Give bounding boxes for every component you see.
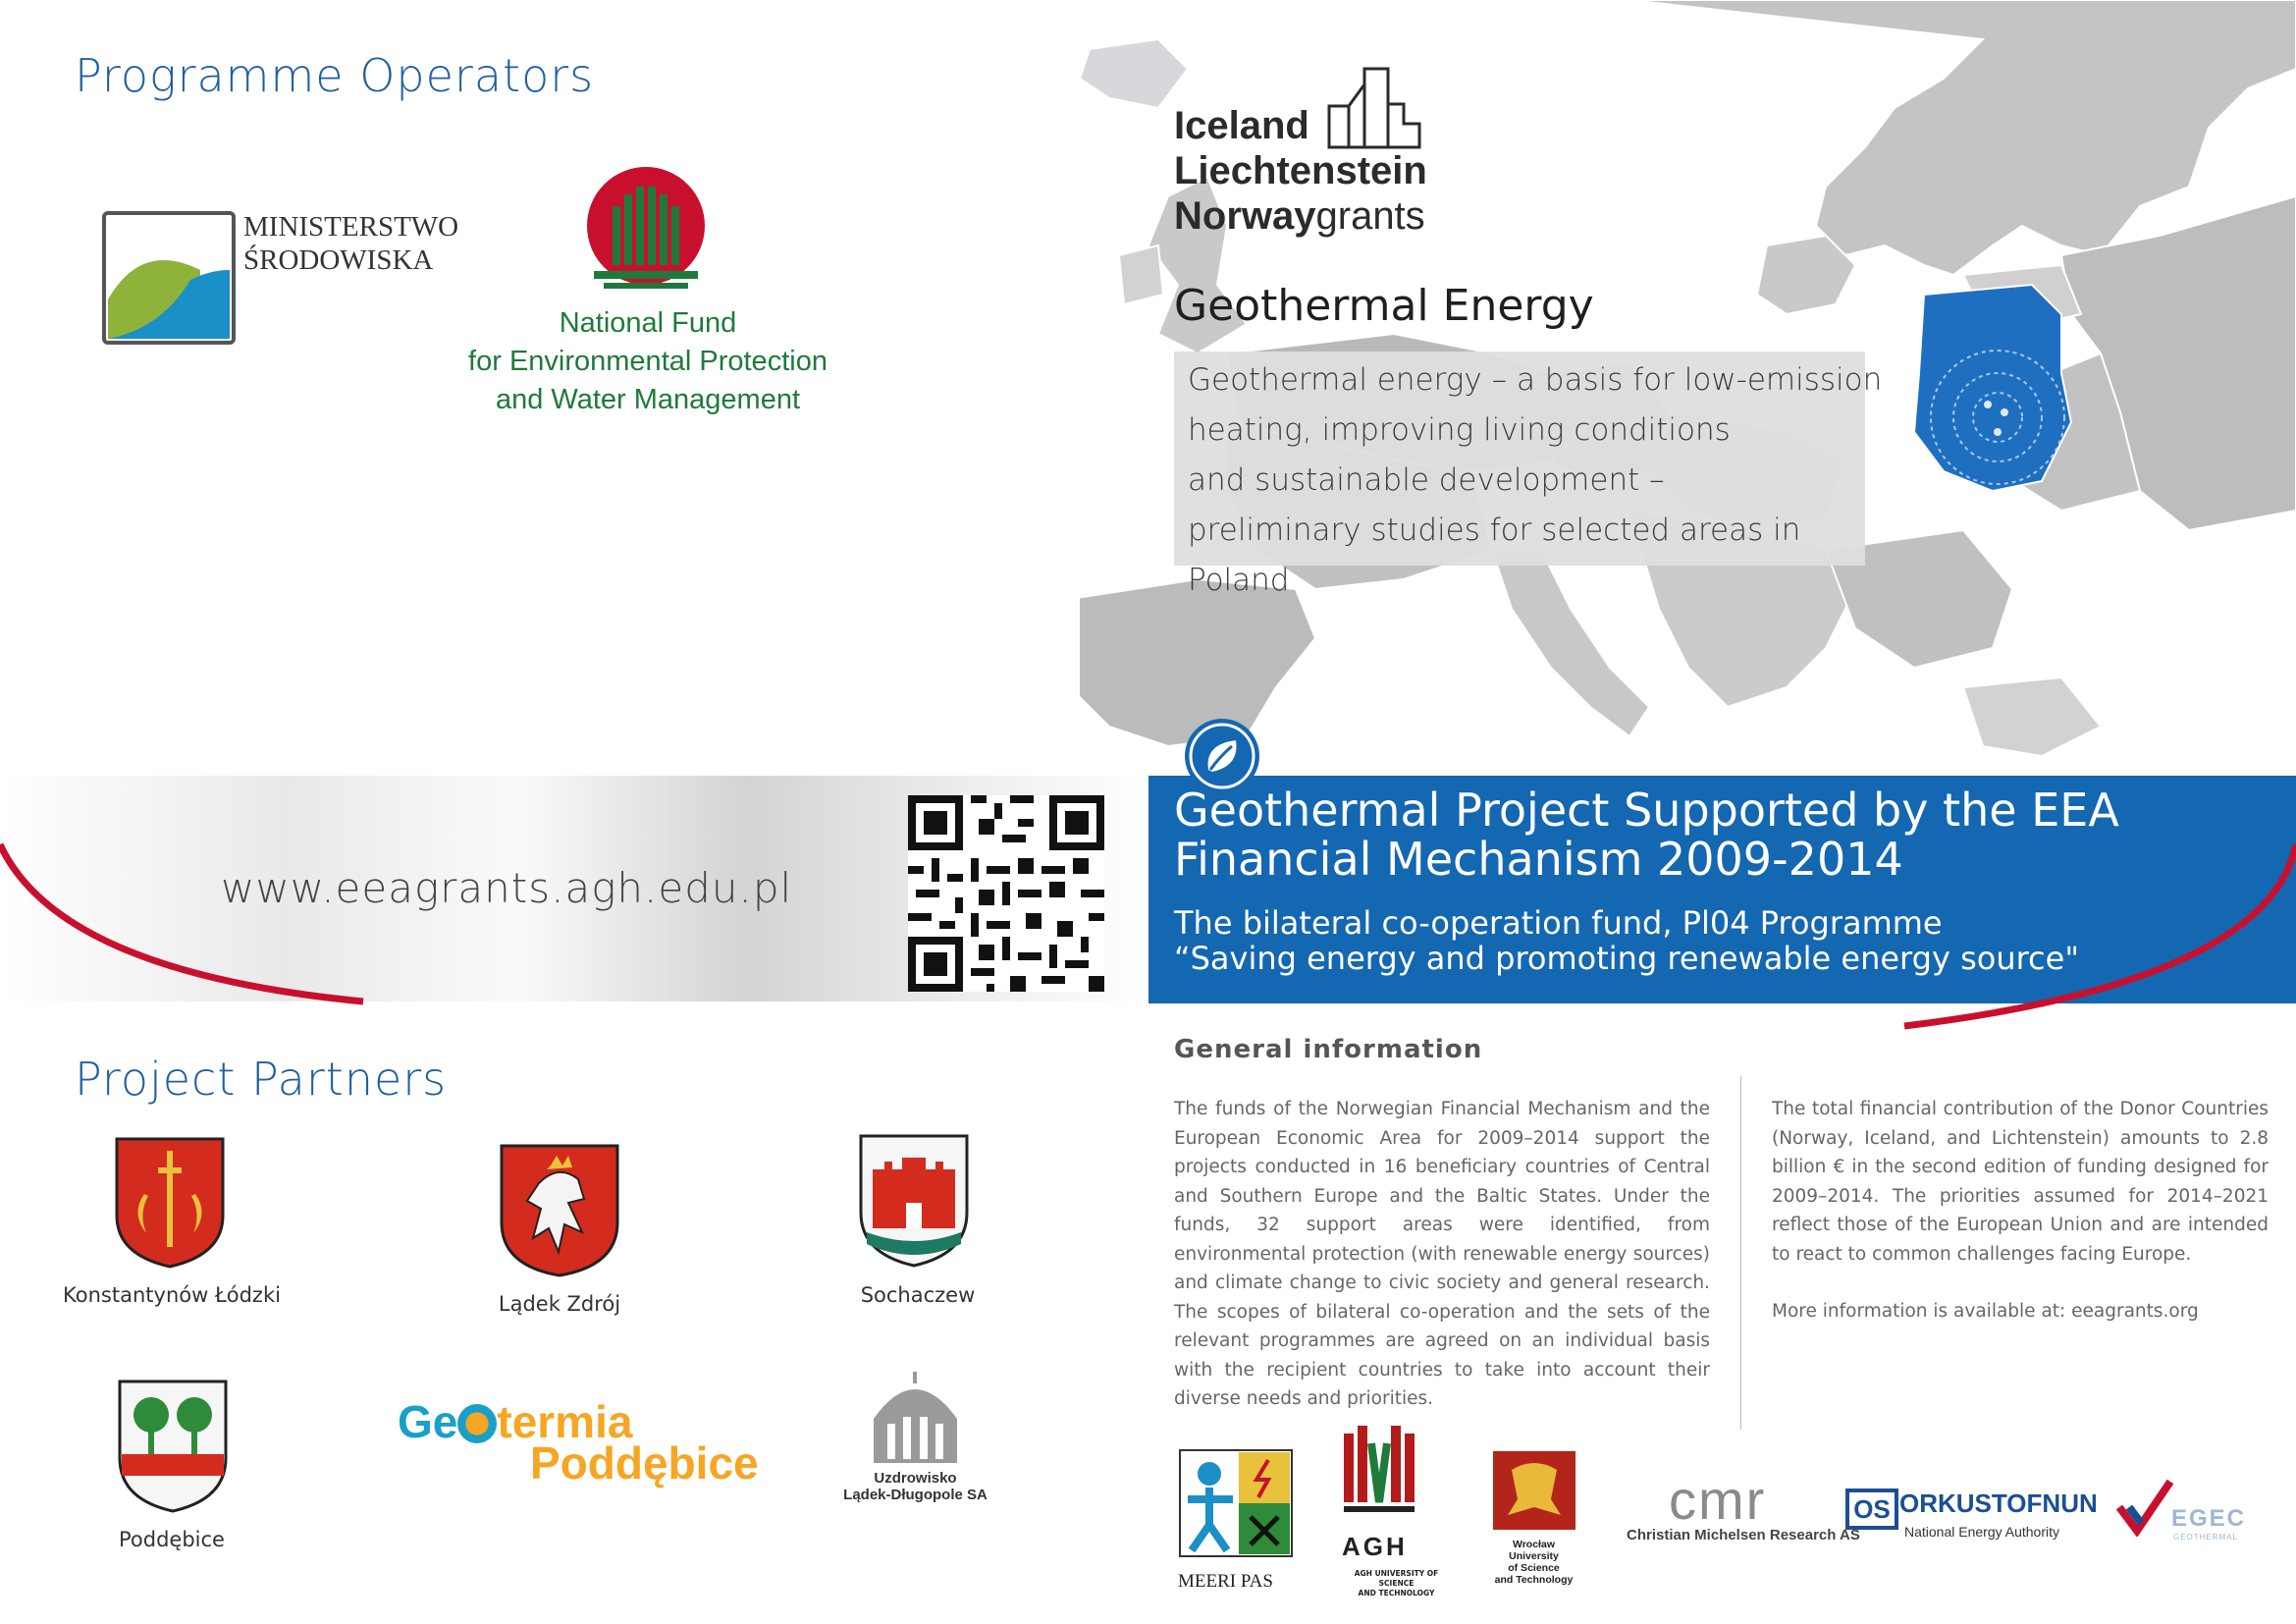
meeri-logo xyxy=(1178,1448,1294,1558)
town-label-ladek: Lądek Zdrój xyxy=(498,1292,621,1316)
general-info-col2-p1: The total financial contribution of the Donor Countries (Norway, Iceland, and Lichtenstein) amounts to 2.8 billion € in the second edition of funding designed for 2009–2014. The priorities assumed for 2014–2021 reflect those of the European Union and are intended to react to common challenges facing Europe. xyxy=(1772,1099,2269,1265)
uzdrowisko-line-1: Uzdrowisko xyxy=(874,1470,957,1487)
national-fund-logo xyxy=(584,167,708,295)
national-fund-name xyxy=(432,304,864,419)
project-subtitle xyxy=(1174,905,2254,976)
red-curve-left xyxy=(0,835,373,1011)
project-subtitle-line: The bilateral co-operation fund, Pl04 Programme xyxy=(1174,904,1943,942)
column-divider xyxy=(1740,1076,1741,1430)
meeri-name: MEERI PAS xyxy=(1178,1571,1273,1592)
ministerstwo-name xyxy=(243,210,458,277)
website-url[interactable]: www.eeagrants.agh.edu.pl xyxy=(221,864,793,912)
cmr-name: Christian Michelsen Research AS xyxy=(1627,1527,1860,1543)
project-title xyxy=(1174,785,2254,884)
wroclaw-name xyxy=(1477,1539,1590,1586)
brand-liechtenstein: Liechtenstein xyxy=(1174,149,1427,192)
agh-subtitle-line: AGH UNIVERSITY OF SCIENCE xyxy=(1354,1569,1439,1588)
town-label-sochaczew: Sochaczew xyxy=(860,1283,976,1307)
general-info-col2 xyxy=(1772,1095,2269,1326)
konstantynow-crest xyxy=(115,1137,225,1269)
orkustofnun-subtitle: National Energy Authority xyxy=(1904,1524,2059,1540)
brand-mark-icon xyxy=(1325,65,1423,153)
project-title-line: Financial Mechanism 2009-2014 xyxy=(1174,833,1903,886)
geotermia-poddebice: Poddębice xyxy=(530,1437,759,1489)
agh-logo xyxy=(1338,1424,1420,1530)
agh-subtitle-line: AND TECHNOLOGY xyxy=(1358,1589,1435,1597)
town-label-poddebice: Poddębice xyxy=(119,1528,225,1551)
geotermia-logo xyxy=(398,1396,759,1489)
ministerstwo-line-1: MINISTERSTWO xyxy=(243,211,459,243)
general-info-more-link[interactable]: More information is available at: eeagrants.org xyxy=(1772,1301,2199,1322)
national-fund-line-1: National Fund xyxy=(559,307,737,339)
national-fund-line-3: and Water Management xyxy=(495,384,801,415)
ladek-crest xyxy=(500,1144,619,1277)
egec-name: EGEC xyxy=(2171,1505,2247,1532)
wroclaw-line: of Science xyxy=(1508,1562,1560,1574)
brand-grants: grants xyxy=(1315,194,1425,238)
uzdrowisko-line-2: Lądek-Długopole SA xyxy=(843,1487,988,1503)
cmr-logo: cmr xyxy=(1669,1469,1767,1531)
general-info-heading: General information xyxy=(1174,1035,1483,1064)
orkustofnun-name: ORKUSTOFNUN xyxy=(1899,1489,2098,1518)
geotermia-ge: Ge xyxy=(398,1396,458,1447)
brand-norway-bold: Norway xyxy=(1174,194,1316,238)
ministerstwo-logo xyxy=(102,211,236,345)
geothermal-title: Geothermal Energy xyxy=(1174,281,1594,331)
egec-subtitle: GEOTHERMAL xyxy=(2173,1533,2239,1542)
os-icon: OS xyxy=(1845,1489,1898,1530)
wroclaw-line: University xyxy=(1509,1550,1559,1562)
project-partners-heading: Project Partners xyxy=(75,1053,448,1106)
geothermal-line: heating, improving living conditions xyxy=(1188,412,1731,448)
uzdrowisko-name xyxy=(815,1470,1016,1503)
national-fund-line-2: for Environmental Protection xyxy=(468,346,828,377)
geothermal-line: and sustainable development – xyxy=(1188,462,1665,498)
general-info-col1: The funds of the Norwegian Financial Mechanism and the European Economic Area for 2009–2014 support the projects conducted in 16 beneficiary countries of Central and Southern Europe and the Baltic States. Under the funds, 32 support areas were identified, from environmental protection (with renewable energy sources) and climate change to civic society and general research. The scopes of bilateral co-operation and the sets of the relevant programmes are agreed on an individual basis with the recipient countries to take into account their diverse needs and priorities. xyxy=(1174,1099,1710,1409)
egec-checkmark-icon xyxy=(2115,1478,2174,1537)
town-label-konstantynow: Konstantynów Łódzki xyxy=(63,1283,281,1307)
wroclaw-line: Wrocław xyxy=(1513,1539,1555,1550)
qr-code xyxy=(908,795,1104,992)
agh-name: AGH xyxy=(1342,1532,1408,1561)
wroclaw-line: and Technology xyxy=(1494,1574,1574,1586)
ministerstwo-line-2: ŚRODOWISKA xyxy=(243,244,434,276)
geotermia-termia: termia xyxy=(497,1396,633,1447)
geothermal-line: Geothermal energy – a basis for low-emission xyxy=(1188,362,1883,398)
project-subtitle-line: “Saving energy and promoting renewable energy source" xyxy=(1174,940,2080,977)
poddebice-crest xyxy=(118,1380,228,1513)
geothermal-box-text xyxy=(1188,355,1895,606)
programme-operators-heading: Programme Operators xyxy=(75,49,595,102)
project-title-line: Geothermal Project Supported by the EEA xyxy=(1174,784,2119,837)
agh-subtitle xyxy=(1345,1569,1448,1598)
sochaczew-crest xyxy=(859,1134,969,1268)
geothermal-line: preliminary studies for selected areas in Poland xyxy=(1188,513,1801,598)
globe-icon xyxy=(457,1404,497,1443)
brand-norway xyxy=(1174,193,1427,239)
brand-iceland: Iceland xyxy=(1174,104,1309,147)
wroclaw-logo xyxy=(1492,1450,1576,1531)
uzdrowisko-logo xyxy=(864,1370,967,1468)
